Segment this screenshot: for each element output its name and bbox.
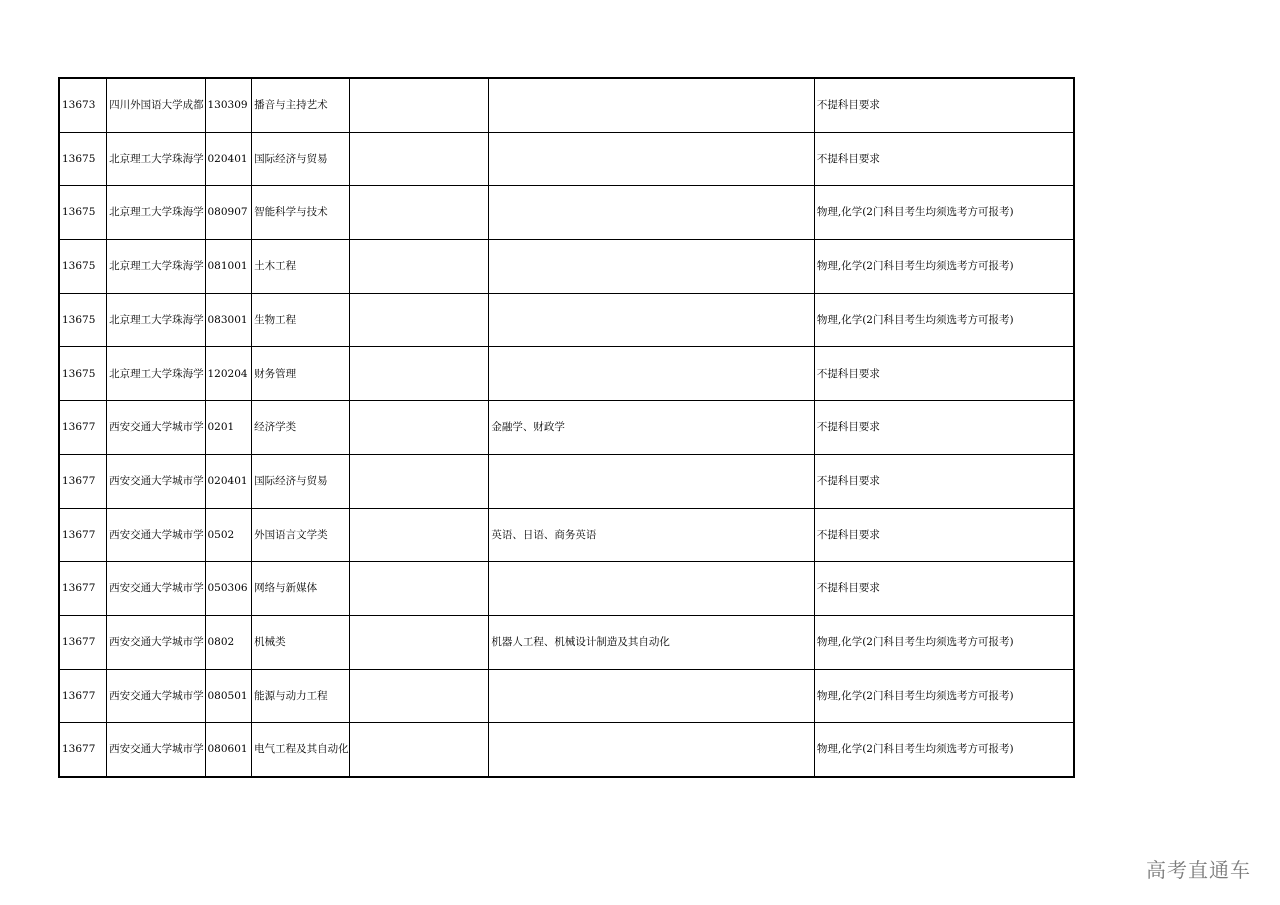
blank-cell: [350, 347, 489, 401]
school-code-cell: 13677: [59, 562, 107, 616]
major-name-cell: 经济学类: [252, 401, 350, 455]
school-code-cell: 13675: [59, 293, 107, 347]
school-name-cell: 北京理工大学珠海学: [107, 293, 205, 347]
table-row: [59, 562, 1074, 616]
school-name-cell: 西安交通大学城市学: [107, 454, 205, 508]
subject-requirement-cell: 物理,化学(2门科目考生均须选考方可报考): [814, 723, 1074, 777]
major-code-cell: 080907: [205, 186, 252, 240]
table-row: [59, 347, 1074, 401]
subject-requirement-cell: 不提科目要求: [814, 454, 1074, 508]
table-row: [59, 78, 1074, 132]
major-code-cell: 081001: [205, 240, 252, 294]
subject-requirement-cell: 不提科目要求: [814, 562, 1074, 616]
major-name-cell: 土木工程: [252, 240, 350, 294]
major-name-cell: 生物工程: [252, 293, 350, 347]
table-row: [59, 186, 1074, 240]
major-code-cell: 0502: [205, 508, 252, 562]
blank-cell: [350, 723, 489, 777]
major-name-cell: 播音与主持艺术: [252, 78, 350, 132]
table-row: [59, 454, 1074, 508]
school-code-cell: 13675: [59, 186, 107, 240]
blank-cell: [350, 508, 489, 562]
school-code-cell: 13673: [59, 78, 107, 132]
school-code-cell: 13675: [59, 347, 107, 401]
major-code-cell: 130309: [205, 78, 252, 132]
school-name-cell: 西安交通大学城市学: [107, 615, 205, 669]
major-name-cell: 机械类: [252, 615, 350, 669]
included-majors-cell: [489, 240, 814, 294]
school-name-cell: 北京理工大学珠海学: [107, 347, 205, 401]
major-name-cell: 国际经济与贸易: [252, 132, 350, 186]
major-code-cell: 050306: [205, 562, 252, 616]
major-name-cell: 外国语言文学类: [252, 508, 350, 562]
blank-cell: [350, 293, 489, 347]
school-code-cell: 13677: [59, 401, 107, 455]
major-code-cell: 083001: [205, 293, 252, 347]
blank-cell: [350, 78, 489, 132]
blank-cell: [350, 454, 489, 508]
included-majors-cell: [489, 562, 814, 616]
subject-requirement-cell: 不提科目要求: [814, 347, 1074, 401]
school-code-cell: 13677: [59, 723, 107, 777]
subject-requirement-cell: 物理,化学(2门科目考生均须选考方可报考): [814, 615, 1074, 669]
blank-cell: [350, 132, 489, 186]
school-code-cell: 13675: [59, 240, 107, 294]
table-row: [59, 669, 1074, 723]
table-row: [59, 615, 1074, 669]
included-majors-cell: [489, 78, 814, 132]
included-majors-cell: [489, 669, 814, 723]
major-code-cell: 080601: [205, 723, 252, 777]
school-name-cell: 四川外国语大学成都: [107, 78, 205, 132]
school-code-cell: 13677: [59, 454, 107, 508]
major-code-cell: 020401: [205, 132, 252, 186]
major-name-cell: 网络与新媒体: [252, 562, 350, 616]
school-code-cell: 13675: [59, 132, 107, 186]
watermark-logo: 高考直通车: [1146, 858, 1251, 882]
school-name-cell: 西安交通大学城市学: [107, 669, 205, 723]
school-code-cell: 13677: [59, 508, 107, 562]
included-majors-cell: 英语、日语、商务英语: [489, 508, 814, 562]
subject-requirement-cell: 物理,化学(2门科目考生均须选考方可报考): [814, 186, 1074, 240]
school-name-cell: 西安交通大学城市学: [107, 401, 205, 455]
included-majors-cell: [489, 132, 814, 186]
major-code-cell: 0201: [205, 401, 252, 455]
major-name-cell: 财务管理: [252, 347, 350, 401]
included-majors-cell: [489, 454, 814, 508]
major-code-cell: 120204: [205, 347, 252, 401]
subject-requirement-cell: 不提科目要求: [814, 132, 1074, 186]
table-row: [59, 240, 1074, 294]
included-majors-cell: [489, 723, 814, 777]
subject-requirements-table: [58, 77, 1075, 778]
school-name-cell: 西安交通大学城市学: [107, 723, 205, 777]
school-code-cell: 13677: [59, 669, 107, 723]
included-majors-cell: [489, 293, 814, 347]
subject-requirement-cell: 不提科目要求: [814, 78, 1074, 132]
subject-requirement-cell: 不提科目要求: [814, 401, 1074, 455]
blank-cell: [350, 669, 489, 723]
major-code-cell: 0802: [205, 615, 252, 669]
included-majors-cell: [489, 347, 814, 401]
table-row: [59, 132, 1074, 186]
major-code-cell: 080501: [205, 669, 252, 723]
major-name-cell: 国际经济与贸易: [252, 454, 350, 508]
major-code-cell: 020401: [205, 454, 252, 508]
blank-cell: [350, 401, 489, 455]
table-body: [59, 78, 1074, 777]
blank-cell: [350, 240, 489, 294]
subject-requirement-cell: 物理,化学(2门科目考生均须选考方可报考): [814, 240, 1074, 294]
school-name-cell: 北京理工大学珠海学: [107, 240, 205, 294]
included-majors-cell: [489, 186, 814, 240]
blank-cell: [350, 615, 489, 669]
school-name-cell: 西安交通大学城市学: [107, 562, 205, 616]
included-majors-cell: 金融学、财政学: [489, 401, 814, 455]
subject-requirement-cell: 物理,化学(2门科目考生均须选考方可报考): [814, 669, 1074, 723]
blank-cell: [350, 562, 489, 616]
blank-cell: [350, 186, 489, 240]
school-name-cell: 西安交通大学城市学: [107, 508, 205, 562]
table-row: [59, 508, 1074, 562]
major-name-cell: 电气工程及其自动化: [252, 723, 350, 777]
table-row: [59, 401, 1074, 455]
school-name-cell: 北京理工大学珠海学: [107, 132, 205, 186]
table-row: [59, 293, 1074, 347]
included-majors-cell: 机器人工程、机械设计制造及其自动化: [489, 615, 814, 669]
school-name-cell: 北京理工大学珠海学: [107, 186, 205, 240]
major-name-cell: 智能科学与技术: [252, 186, 350, 240]
major-name-cell: 能源与动力工程: [252, 669, 350, 723]
table-row: [59, 723, 1074, 777]
subject-requirement-cell: 物理,化学(2门科目考生均须选考方可报考): [814, 293, 1074, 347]
subject-requirement-cell: 不提科目要求: [814, 508, 1074, 562]
school-code-cell: 13677: [59, 615, 107, 669]
